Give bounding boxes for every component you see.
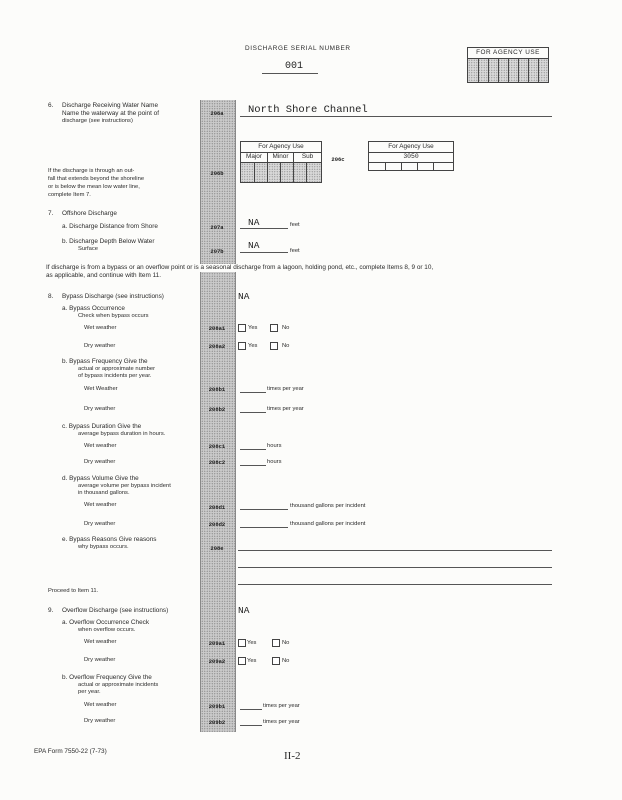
item9b-title-2: actual or approximate incidents <box>78 682 159 688</box>
item8a-dry-yes-checkbox[interactable] <box>238 342 246 350</box>
code-208d1: 208d1 <box>208 504 226 511</box>
agency-use-label: FOR AGENCY USE <box>468 49 548 59</box>
item8d-wet-field[interactable] <box>240 509 288 510</box>
item8b-wet-unit: times per year <box>267 386 304 392</box>
item9a-wet-yes-checkbox[interactable] <box>238 639 246 647</box>
item8a-wet: Wet weather <box>84 325 117 331</box>
outfall-note-4: complete Item 7. <box>48 192 91 198</box>
item9b-wet-unit: times per year <box>263 703 300 709</box>
code-208b2: 208b2 <box>208 406 226 413</box>
item9a-title-2: when overflow occurs. <box>78 627 136 633</box>
item8d-title-3: in thousand gallons. <box>78 490 130 496</box>
item8-title: Bypass Discharge (see instructions) <box>62 293 164 300</box>
item9a-dry-no-checkbox[interactable] <box>272 657 280 665</box>
code-208c1: 208c1 <box>208 443 226 450</box>
item9a-dry-no: No <box>282 658 290 664</box>
item8d-title-1: d. Bypass Volume Give the <box>62 475 139 482</box>
item8e-reason-line-1[interactable] <box>238 550 552 551</box>
item7a-label: a. Discharge Distance from Shore <box>62 223 158 230</box>
agency-use-grid-2 <box>368 141 454 171</box>
col-major: Major <box>241 153 268 163</box>
agency-use-box <box>467 47 549 83</box>
item8b-title-3: of bypass incidents per year. <box>78 373 152 379</box>
agency-grid-1-cells <box>241 163 321 182</box>
item8c-dry-field[interactable] <box>240 465 266 466</box>
item8e-title-1: e. Bypass Reasons Give reasons <box>62 536 157 543</box>
agency-use-grid-1-label: For Agency Use <box>241 143 321 153</box>
receiving-water-line <box>240 116 552 117</box>
item9a-title-1: a. Overflow Occurrence Check <box>62 619 150 626</box>
item8c-wet-field[interactable] <box>240 449 266 450</box>
bypass-note-2: as applicable, and continue with Item 11. <box>46 272 161 279</box>
form-number: EPA Form 7550-22 (7-73) <box>34 748 107 755</box>
item8e-reason-line-3[interactable] <box>238 584 552 585</box>
item8b-title-1: b. Bypass Frequency Give the <box>62 358 148 365</box>
item8a-dry-no: No <box>282 343 290 349</box>
item8e-reason-line-2[interactable] <box>238 567 552 568</box>
item7-title: Offshore Discharge <box>62 210 117 217</box>
item6-desc2: discharge (see instructions) <box>62 118 133 124</box>
item8b-wet-field[interactable] <box>240 392 266 393</box>
receiving-water-name[interactable]: North Shore Channel <box>248 104 368 116</box>
item7a-value[interactable]: NA <box>248 217 260 228</box>
code-207b: 207b <box>210 248 224 255</box>
code-208e: 208e <box>210 545 224 552</box>
code-209b2: 209b2 <box>208 719 226 726</box>
item8d-dry-field[interactable] <box>240 527 288 528</box>
item8c-dry-unit: hours <box>267 459 282 465</box>
item8-number: 8. <box>48 293 54 300</box>
item6-desc: Name the waterway at the point of <box>62 110 159 117</box>
agency-use-cells <box>468 59 548 82</box>
item8c-title-2: average bypass duration in hours. <box>78 431 166 437</box>
serial-number-label: DISCHARGE SERIAL NUMBER <box>245 45 351 52</box>
item8a-dry-yes: Yes <box>248 343 258 349</box>
outfall-note-2: fall that extends beyond the shoreline <box>48 176 145 182</box>
item7b-unit: feet <box>290 248 300 254</box>
item9b-title-3: per year. <box>78 689 101 695</box>
code-208a1: 208a1 <box>208 325 226 332</box>
item8d-dry-unit: thousand gallons per incident <box>290 521 366 527</box>
item9-title: Overflow Discharge (see instructions) <box>62 607 169 614</box>
item9b-wet: Wet weather <box>84 702 117 708</box>
item9b-dry-unit: times per year <box>263 719 300 725</box>
code-208d2: 208d2 <box>208 521 226 528</box>
item8a-wet-yes: Yes <box>248 325 258 331</box>
item8e-title-2: why bypass occurs. <box>78 544 129 550</box>
agency-use-grid-1 <box>240 141 322 183</box>
col-minor: Minor <box>268 153 294 163</box>
col-sub: Sub <box>294 153 321 163</box>
item8d-dry: Dry weather <box>84 521 116 527</box>
item8b-title-2: actual or approximate number <box>78 366 156 372</box>
item8-na: NA <box>238 291 250 302</box>
outfall-note-3: or is below the mean low water line, <box>48 184 140 190</box>
item9a-dry: Dry weather <box>84 657 116 663</box>
item6-number: 6. <box>48 102 54 109</box>
item9a-wet-yes: Yes <box>247 640 257 646</box>
item9a-wet-no-checkbox[interactable] <box>272 639 280 647</box>
item7b-label: b. Discharge Depth Below Water <box>62 238 155 245</box>
item9b-dry-field[interactable] <box>240 725 262 726</box>
code-209a2: 209a2 <box>208 658 226 665</box>
code-206b: 206b <box>210 170 224 177</box>
code-208a2: 208a2 <box>208 343 226 350</box>
item8a-dry: Dry weather <box>84 343 116 349</box>
item8d-wet: Wet weather <box>84 502 117 508</box>
code-209a1: 209a1 <box>208 640 226 647</box>
agency-use-value: 3050 <box>369 153 453 163</box>
code-206a: 206a <box>210 110 224 117</box>
item8a-wet-yes-checkbox[interactable] <box>238 324 246 332</box>
code-206c: 206c <box>331 156 345 163</box>
item8-proceed: Proceed to Item 11. <box>48 588 99 594</box>
item7b-label2: Surface <box>78 246 98 252</box>
code-209b1: 209b1 <box>208 703 226 710</box>
item8b-dry: Dry weather <box>84 406 116 412</box>
item9a-wet: Wet weather <box>84 639 117 645</box>
item9b-title-1: b. Overflow Frequency Give the <box>62 674 152 681</box>
item8a-title: a. Bypass Occurrence <box>62 305 125 312</box>
item8d-title-2: average volume per bypass incident <box>78 483 171 489</box>
item8a-dry-no-checkbox[interactable] <box>270 342 278 350</box>
serial-number-line <box>262 73 318 74</box>
item8d-wet-unit: thousand gallons per incident <box>290 503 366 509</box>
code-208b1: 208b1 <box>208 386 226 393</box>
item6-title: Discharge Receiving Water Name <box>62 102 159 109</box>
item8c-dry: Dry weather <box>84 459 116 465</box>
serial-number-value: 001 <box>285 61 304 72</box>
item7-number: 7. <box>48 210 54 217</box>
item8c-wet-unit: hours <box>267 443 282 449</box>
item8c-title-1: c. Bypass Duration Give the <box>62 423 142 430</box>
item7a-unit: feet <box>290 222 300 228</box>
item8b-wet: Wet Weather <box>84 386 118 392</box>
item8a-wet-no-checkbox[interactable] <box>270 324 278 332</box>
item9a-dry-yes: Yes <box>247 658 257 664</box>
item9b-dry: Dry weather <box>84 718 116 724</box>
page-number: II-2 <box>284 750 301 762</box>
item8a-sub: Check when bypass occurs <box>78 313 149 319</box>
item8a-wet-no: No <box>282 325 290 331</box>
item8b-dry-unit: times per year <box>267 406 304 412</box>
item9-na: NA <box>238 605 250 616</box>
agency-use-grid-2-label: For Agency Use <box>369 143 453 153</box>
outfall-note-1: If the discharge is through an out- <box>48 168 135 174</box>
item8c-wet: Wet weather <box>84 443 117 449</box>
code-208c2: 208c2 <box>208 459 226 466</box>
item7b-value[interactable]: NA <box>248 240 260 251</box>
item9-number: 9. <box>48 607 54 614</box>
item9a-dry-yes-checkbox[interactable] <box>238 657 246 665</box>
code-column <box>200 100 236 732</box>
item9b-wet-field[interactable] <box>240 709 262 710</box>
item9a-wet-no: No <box>282 640 290 646</box>
item8b-dry-field[interactable] <box>240 412 266 413</box>
code-207a: 207a <box>210 224 224 231</box>
bypass-note-1: If discharge is from a bypass or an overflow point or is a seasonal discharge from a lagoon, holding pond, etc., complete Items 8, 9 or 10, <box>46 264 566 272</box>
